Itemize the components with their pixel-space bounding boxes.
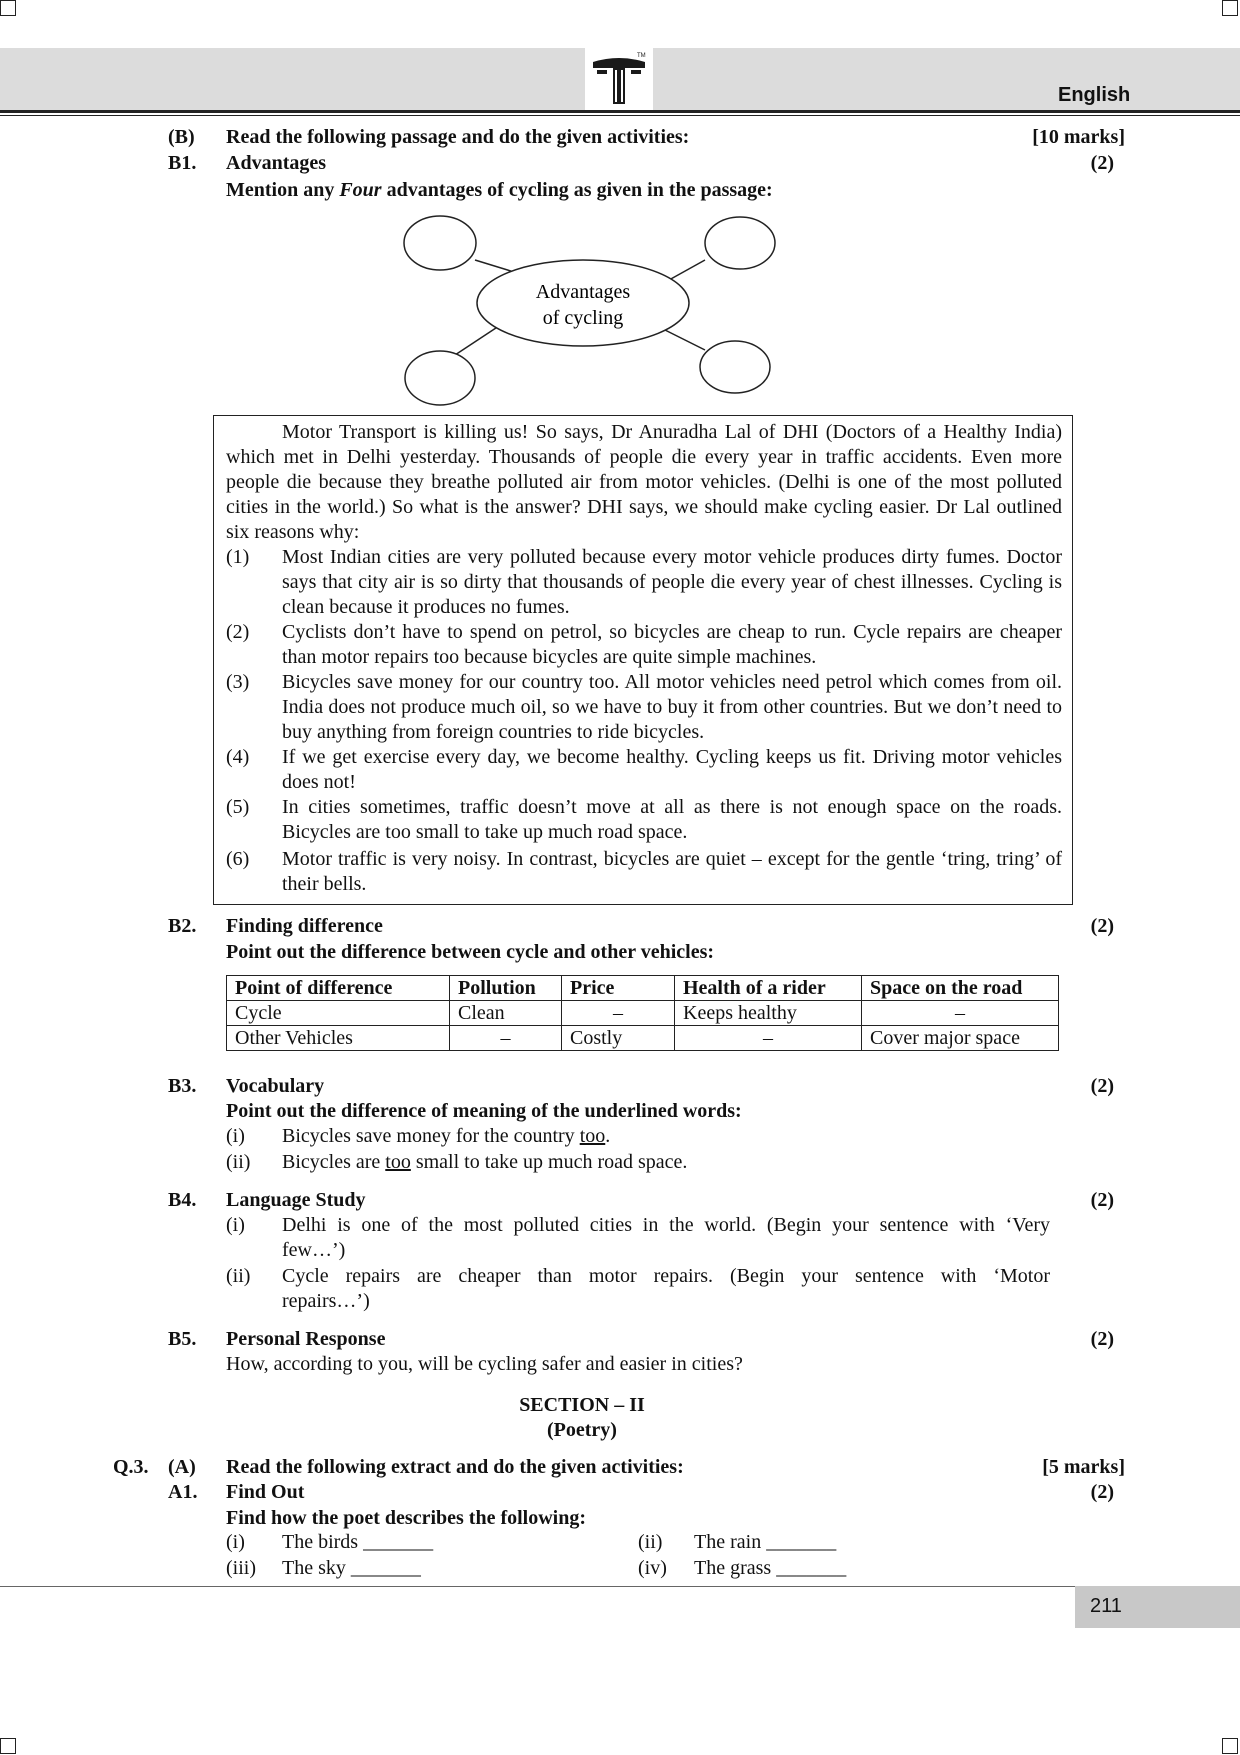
- b3-item-text: Bicycles save money for the country too.: [282, 1125, 611, 1147]
- table-cell: –: [862, 1001, 1059, 1026]
- table-cell: Costly: [562, 1026, 675, 1051]
- table-row: [227, 1026, 1059, 1051]
- q3-marks: [5 marks]: [1042, 1456, 1125, 1478]
- difference-table: [226, 975, 1059, 1051]
- b5-question: How, according to you, will be cycling safer and easier in cities?: [226, 1353, 743, 1375]
- a1-item-text: The birds _______: [282, 1531, 434, 1553]
- section-b-marks: [10 marks]: [1032, 126, 1125, 148]
- section-ii-title: SECTION – II: [519, 1394, 645, 1416]
- passage-item-number: (3): [226, 671, 250, 693]
- a1-item-text: The sky _______: [282, 1557, 421, 1579]
- b3-item-text: Bicycles are too small to take up much road space.: [282, 1151, 688, 1173]
- b1-number: B1.: [168, 152, 197, 174]
- q3-number: Q.3.: [113, 1456, 149, 1478]
- mind-map-center-line1: Advantages: [535, 281, 631, 303]
- table-header-cell: Point of difference: [227, 976, 450, 1001]
- b4-item-text-cont: few…’): [282, 1239, 346, 1261]
- header-rule-thin: [0, 115, 1240, 116]
- a1-instruction: Find how the poet describes the following:: [226, 1507, 586, 1529]
- table-header-cell: Pollution: [450, 976, 562, 1001]
- crop-mark-top-right: [1222, 0, 1238, 16]
- mind-map-center: [477, 260, 689, 346]
- table-cell: –: [562, 1001, 675, 1026]
- passage-item-text: Cyclists don’t have to spend on petrol, so bicycles are cheap to run. Cycle repairs are cheaper than motor repairs too because bicycles are quite simple machines.: [282, 621, 1062, 668]
- b2-number: B2.: [168, 915, 197, 937]
- table-cell: Clean: [450, 1001, 562, 1026]
- a1-marks: (2): [1090, 1481, 1114, 1503]
- b3-instruction: Point out the difference of meaning of the underlined words:: [226, 1100, 742, 1122]
- section-b-label: (B): [168, 126, 195, 148]
- passage-item-text: Bicycles save money for our country too. All motor vehicles need petrol which comes from oil. India does not produce much oil, so we have to buy it from other countries. But we don’t need to buy anything from foreign countries to ride bicycles.: [282, 671, 1062, 743]
- a1-item-number: (i): [226, 1531, 245, 1553]
- b3-number: B3.: [168, 1075, 197, 1097]
- b4-title: Language Study: [226, 1189, 366, 1211]
- crop-mark-top-left: [0, 0, 16, 16]
- table-cell: Cover major space: [862, 1026, 1059, 1051]
- b4-item-number: (i): [226, 1214, 245, 1236]
- b1-instruction: Mention any Four advantages of cycling as given in the passage:: [226, 179, 773, 201]
- a1-number: A1.: [168, 1481, 198, 1503]
- passage-box: [213, 415, 1073, 905]
- q3-label: (A): [168, 1456, 196, 1478]
- page-number: 211: [1090, 1595, 1122, 1617]
- b3-title: Vocabulary: [226, 1075, 325, 1097]
- b3-item-number: (i): [226, 1125, 245, 1147]
- table-cell: Keeps healthy: [675, 1001, 862, 1026]
- passage-item-text: Motor traffic is very noisy. In contrast, bicycles are quiet – except for the gentle ‘tring, tring’ of their bells.: [282, 848, 1062, 895]
- passage-item-number: (2): [226, 621, 250, 643]
- mind-map-bubble-bottom-right: [700, 341, 770, 393]
- b5-marks: (2): [1090, 1328, 1114, 1350]
- b4-item-text: Cycle repairs are cheaper than motor repairs. (Begin your sentence with ‘Motor: [282, 1265, 1050, 1287]
- a1-item-number: (iv): [638, 1557, 667, 1579]
- table-cell: –: [675, 1026, 862, 1051]
- b3-item-number: (ii): [226, 1151, 251, 1173]
- a1-item-text: The grass _______: [694, 1557, 847, 1579]
- table-header-cell: Space on the road: [862, 976, 1059, 1001]
- a1-item-text: The rain _______: [694, 1531, 837, 1553]
- a1-item-number: (iii): [226, 1557, 256, 1579]
- crop-mark-bottom-right: [1222, 1738, 1238, 1754]
- table-row: [227, 1001, 1059, 1026]
- table-cell: Other Vehicles: [227, 1026, 450, 1051]
- q3-title: Read the following extract and do the given activities:: [226, 1456, 684, 1478]
- table-header-row: [227, 976, 1059, 1001]
- b4-item-text-cont: repairs…’): [282, 1290, 370, 1312]
- b4-number: B4.: [168, 1189, 197, 1211]
- passage-intro: Motor Transport is killing us! So says, Dr Anuradha Lal of DHI (Doctors of a Healthy India) which met in Delhi yesterday. Thousands of people die every year in traffic accidents. Even more people die because they breathe polluted air from motor vehicles. (Delhi is one of the most polluted cities in the world.) So what is the answer? DHI says, we should make cycling easier. Dr Lal outlined six reasons why:: [226, 421, 1062, 543]
- b5-title: Personal Response: [226, 1328, 386, 1350]
- table-cell: –: [450, 1026, 562, 1051]
- a1-title: Find Out: [226, 1481, 305, 1503]
- svg-text:TM: TM: [637, 53, 646, 59]
- mind-map-center-line2: of cycling: [542, 307, 624, 329]
- mind-map-bubble-bottom-left: [405, 351, 475, 405]
- table-header-cell: Health of a rider: [675, 976, 862, 1001]
- subject-label: English: [1058, 84, 1131, 106]
- advantages-mind-map: [380, 205, 800, 410]
- mind-map-bubble-top-right: [705, 217, 775, 269]
- a1-item-number: (ii): [638, 1531, 663, 1553]
- passage-item-text: If we get exercise every day, we become healthy. Cycling keeps us fit. Driving motor vehicles does not!: [282, 746, 1062, 793]
- table-cell: Cycle: [227, 1001, 450, 1026]
- passage-item-number: (5): [226, 796, 250, 818]
- section-b-title: Read the following passage and do the given activities:: [226, 126, 690, 148]
- b5-number: B5.: [168, 1328, 197, 1350]
- passage-item-number: (6): [226, 848, 250, 870]
- b3-marks: (2): [1090, 1075, 1114, 1097]
- footer-rule: [0, 1586, 1240, 1587]
- b1-title: Advantages: [226, 152, 327, 174]
- b2-title: Finding difference: [226, 915, 383, 937]
- passage-item-number: (4): [226, 746, 250, 768]
- passage-item-number: (1): [226, 546, 250, 568]
- passage-item-text: In cities sometimes, traffic doesn’t move at all as there is not enough space on the roads. Bicycles are too small to take up much road space.: [282, 796, 1062, 843]
- publisher-logo: [585, 48, 653, 110]
- section-ii-subtitle: (Poetry): [547, 1419, 617, 1441]
- mind-map-connector-bottom-right: [665, 330, 705, 350]
- passage-item-text: Most Indian cities are very polluted because every motor vehicle produces dirty fumes. Doctor says that city air is so dirty that thousands of people die every year of chest illnesses. Cycling is clean because it produces no fumes.: [282, 546, 1062, 618]
- logo-t-icon: [585, 48, 653, 110]
- b4-item-text: Delhi is one of the most polluted cities in the world. (Begin your sentence with ‘Very: [282, 1214, 1050, 1236]
- b2-marks: (2): [1090, 915, 1114, 937]
- b4-marks: (2): [1090, 1189, 1114, 1211]
- table-header-cell: Price: [562, 976, 675, 1001]
- b2-instruction: Point out the difference between cycle and other vehicles:: [226, 941, 715, 963]
- header-rule-thick: [0, 110, 1240, 113]
- crop-mark-bottom-left: [0, 1738, 16, 1754]
- b1-marks: (2): [1090, 152, 1114, 174]
- mind-map-bubble-top-left: [404, 216, 476, 270]
- b4-item-number: (ii): [226, 1265, 251, 1287]
